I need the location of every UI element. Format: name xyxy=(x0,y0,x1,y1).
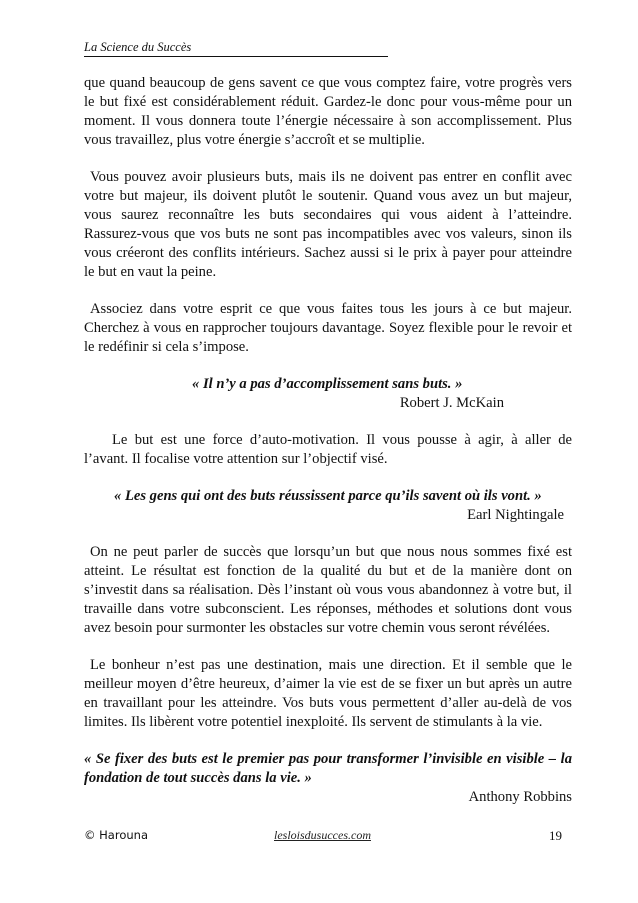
paragraph-3: Associez dans votre esprit ce que vous faites tous les jours à ce but majeur. Cherchez à vous en rapprocher toujours davantage. Soyez flexible pour le revoir et le redéfinir si cela s’impose. xyxy=(84,301,572,355)
quote-1: « Il n’y a pas d’accomplissement sans buts. » xyxy=(192,376,463,392)
paragraph-6: Le bonheur n’est pas une destination, mais une direction. Et il semble que le meilleur moyen d’être heureux, d’aimer la vie est de se fixer un but après un autre en travaillant pour les atteindre. Vos buts vous permettent d’aller au-delà de vos limites. Ils libèrent votre potentiel inexploité. Ils servent de stimulants à la vie. xyxy=(84,657,572,730)
footer-website-link[interactable]: lesloisdusucces.com xyxy=(274,828,371,842)
footer-copyright: © Harouna xyxy=(84,828,148,842)
quote-2: « Les gens qui ont des buts réussissent parce qu’ils savent où ils vont. » xyxy=(114,488,542,504)
paragraph-2: Vous pouvez avoir plusieurs buts, mais ils ne doivent pas entrer en conflit avec votre but majeur, ils doivent plutôt le soutenir. Quand vous avez un but majeur, vous saurez reconnaître les buts secondaires qui vous aident à l’atteindre. Rassurez-vous que vos buts ne sont pas incompatibles avec vos valeurs, sinon ils vous créeront des conflits intérieurs. Sachez aussi si le prix à payer pour atteindre le but en vaut la peine. xyxy=(84,169,572,280)
page-body xyxy=(84,74,572,807)
quote-3-author: Anthony Robbins xyxy=(468,789,572,805)
page-footer xyxy=(84,828,572,844)
paragraph-5: On ne peut parler de succès que lorsqu’un but que nous nous sommes fixé est atteint. Le résultat est fonction de la qualité du but et de la manière dont on s’investit dans sa réalisation. Dès l’instant où vous vous abandonnez à votre but, il travaille dans votre subconscient. Les réponses, méthodes et solutions dont vous avez besoin pour surmonter les obstacles sur votre chemin vous seront révélées. xyxy=(84,544,572,636)
page-number: 19 xyxy=(549,828,562,843)
paragraph-1: que quand beaucoup de gens savent ce que vous comptez faire, votre progrès vers le but fixé est considérablement réduit. Gardez-le donc pour vous-même pour un moment. Il vous donnera toute l’énergie nécessaire à son accomplissement. Plus vous travaillez, plus votre énergie s’accroît et se multiplie. xyxy=(84,75,572,148)
quote-1-author: Robert J. McKain xyxy=(399,395,504,411)
paragraph-4: Le but est une force d’auto-motivation. Il vous pousse à agir, à aller de l’avant. Il focalise votre attention sur l’objectif visé. xyxy=(84,432,572,467)
quote-2-author: Earl Nightingale xyxy=(467,507,564,523)
running-header: La Science du Succès xyxy=(84,40,388,57)
quote-3: « Se fixer des buts est le premier pas pour transformer l’invisible en visible – la fondation de tout succès dans la vie. » xyxy=(84,751,572,786)
